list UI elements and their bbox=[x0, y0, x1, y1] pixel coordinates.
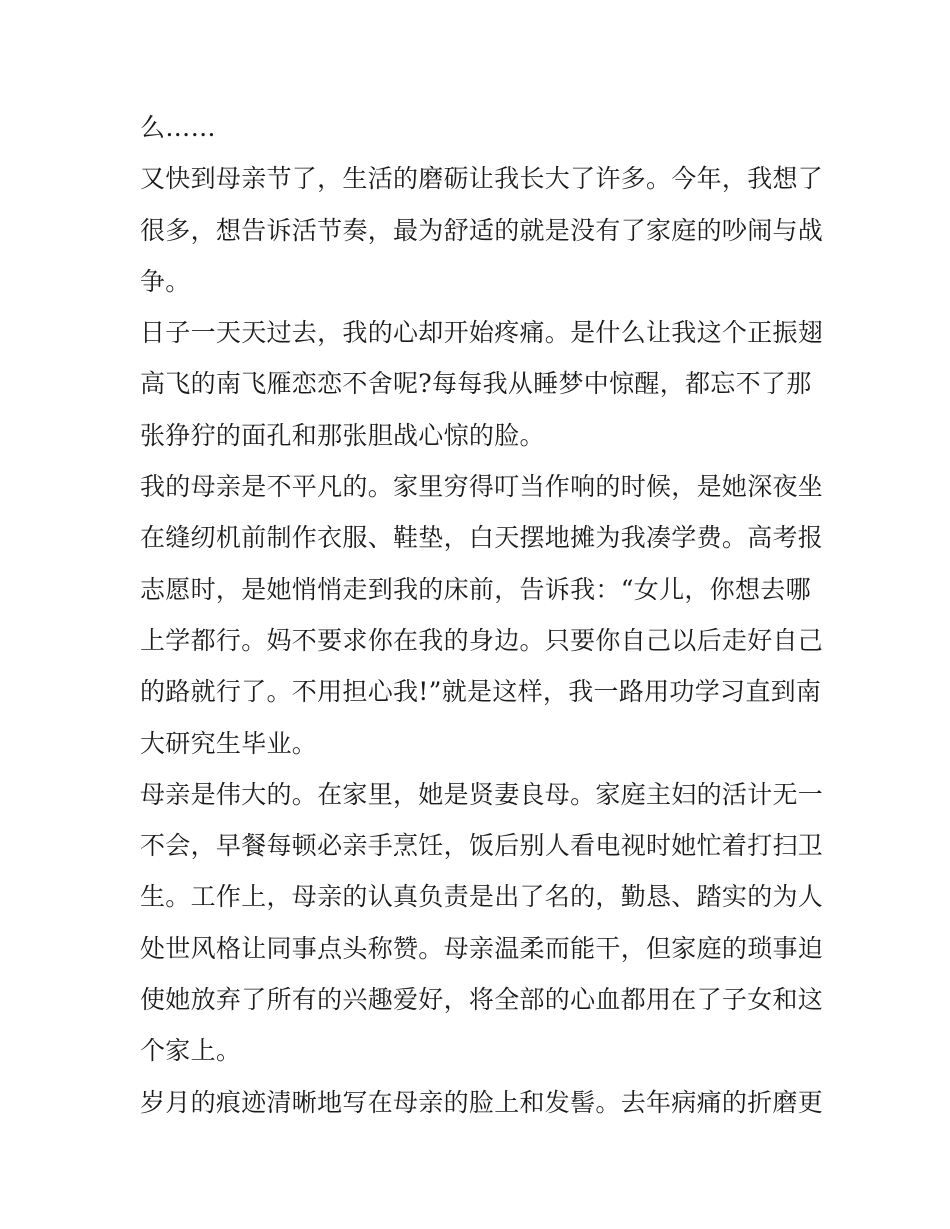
text-line: 的路就行了。不用担心我!”就是这样，我一路用功学习直到南 bbox=[140, 677, 822, 707]
document-body bbox=[140, 102, 824, 1128]
text-line: 个家上。 bbox=[140, 1036, 242, 1066]
text-line: 志愿时，是她悄悄走到我的床前，告诉我：“女儿，你想去哪 bbox=[140, 574, 811, 604]
text-line: 大研究生毕业。 bbox=[140, 728, 318, 758]
text-line: 生。工作上，母亲的认真负责是出了名的，勤恳、踏实的为人 bbox=[140, 882, 824, 912]
text-line: 高飞的南飞雁恋恋不舍呢?每每我从睡梦中惊醒，都忘不了那 bbox=[140, 369, 812, 399]
text-line: 岁月的痕迹清晰地写在母亲的脸上和发髻。去年病痛的折磨更 bbox=[140, 1087, 824, 1117]
text-line: 张狰狞的面孔和那张胆战心惊的脸。 bbox=[140, 420, 545, 450]
text-line: 我的母亲是不平凡的。家里穷得叮当作响的时候，是她深夜坐 bbox=[140, 472, 824, 502]
text-line: 又快到母亲节了，生活的磨砺让我长大了许多。今年，我想了 bbox=[140, 164, 824, 194]
text-line: 母亲是伟大的。在家里，她是贤妻良母。家庭主妇的活计无一 bbox=[140, 779, 824, 809]
text-line: 处世风格让同事点头称赞。母亲温柔而能干，但家庭的琐事迫 bbox=[140, 933, 824, 963]
text-line: 日子一天天过去，我的心却开始疼痛。是什么让我这个正振翅 bbox=[140, 318, 824, 348]
text-line: 很多，想告诉活节奏，最为舒适的就是没有了家庭的吵闹与战 bbox=[140, 215, 824, 245]
text-line: 争。 bbox=[140, 266, 191, 296]
text-line: 在缝纫机前制作衣服、鞋垫，白天摆地摊为我凑学费。高考报 bbox=[140, 523, 824, 553]
text-line: 上学都行。妈不要求你在我的身边。只要你自己以后走好自己 bbox=[140, 625, 824, 655]
text-line: 使她放弃了所有的兴趣爱好，将全部的心血都用在了子女和这 bbox=[140, 985, 824, 1015]
text-line: 不会，早餐每顿必亲手烹饪，饭后别人看电视时她忙着打扫卫 bbox=[140, 831, 824, 861]
text-line: 么…… bbox=[140, 113, 216, 142]
